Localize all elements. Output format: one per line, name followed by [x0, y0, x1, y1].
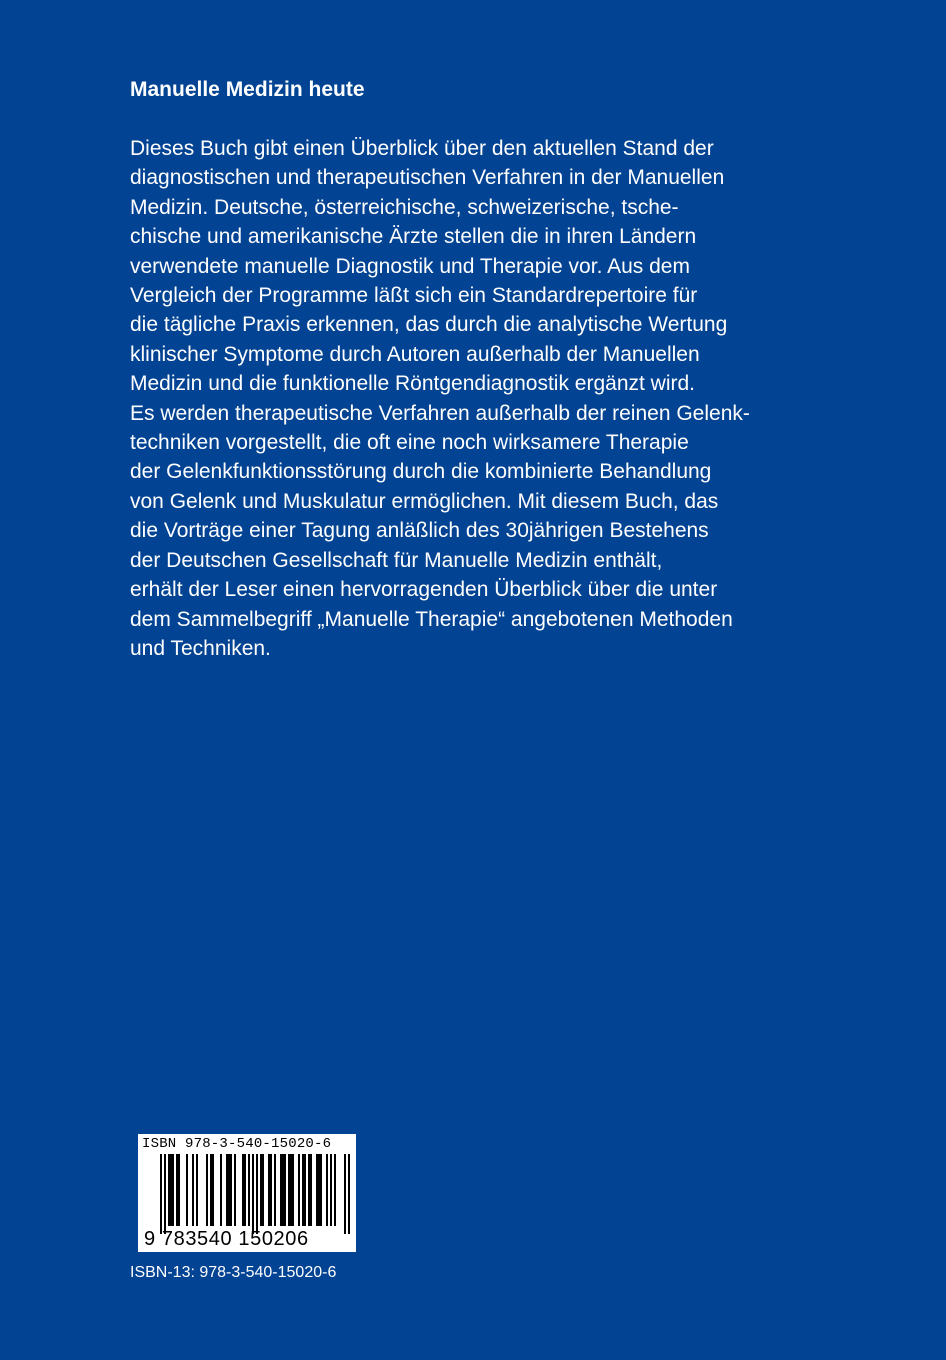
barcode-bar: [304, 1154, 306, 1226]
blurb-line: Medizin. Deutsche, österreichische, schweizerische, tsche-: [130, 195, 679, 219]
barcode-bar: [186, 1154, 188, 1226]
barcode-bar: [192, 1154, 194, 1226]
blurb-line: Vergleich der Programme läßt sich ein Standardrepertoire für: [130, 284, 698, 308]
barcode-isbn-label: ISBN 978-3-540-15020-6: [142, 1136, 332, 1152]
barcode-bar: [206, 1154, 208, 1226]
barcode-bar: [230, 1154, 232, 1226]
barcode-bar: [298, 1154, 300, 1226]
blurb-line: verwendete manuelle Diagnostik und Therapie vor. Aus dem: [130, 254, 690, 278]
barcode-bar: [348, 1154, 350, 1234]
barcode-bar: [170, 1154, 172, 1226]
barcode-bar: [310, 1154, 312, 1226]
blurb-line: der Gelenkfunktionsstörung durch die kombinierte Behandlung: [130, 460, 712, 484]
barcode-bar: [330, 1154, 332, 1226]
blurb-line: klinischer Symptome durch Autoren außerhalb der Manuellen: [130, 342, 700, 366]
barcode-bar: [270, 1154, 272, 1226]
blurb-line: und Techniken.: [130, 636, 271, 660]
barcode-bar: [318, 1154, 320, 1226]
barcode-bar: [284, 1154, 286, 1226]
barcode-bar: [268, 1154, 270, 1226]
barcode-bar: [212, 1154, 214, 1226]
barcode-bar: [196, 1154, 198, 1226]
barcode-bar: [160, 1154, 162, 1234]
barcode-bar: [290, 1154, 292, 1226]
barcode-bar: [320, 1154, 322, 1226]
barcode-bar: [316, 1154, 318, 1226]
barcode-bar: [176, 1154, 178, 1226]
barcode-bar: [248, 1154, 250, 1226]
book-title: Manuelle Medizin heute: [130, 78, 365, 101]
barcode-bar: [256, 1154, 258, 1234]
barcode: [138, 1134, 356, 1252]
barcode-bar: [164, 1154, 166, 1234]
barcode-bar: [178, 1154, 180, 1226]
barcode-bar: [262, 1154, 264, 1226]
blurb-line: die tägliche Praxis erkennen, das durch die analytische Wertung: [130, 313, 728, 337]
barcode-bar: [242, 1154, 244, 1226]
blurb-line: diagnostischen und therapeutischen Verfahren in der Manuellen: [130, 166, 725, 190]
barcode-bar: [282, 1154, 284, 1226]
barcode-bar: [280, 1154, 282, 1226]
barcode-bar: [234, 1154, 236, 1226]
barcode-bar: [288, 1154, 290, 1226]
barcode-bar: [302, 1154, 304, 1226]
blurb-text: [130, 134, 830, 663]
blurb-line: der Deutschen Gesellschaft für Manuelle Medizin enthält,: [130, 548, 663, 572]
barcode-bar: [292, 1154, 294, 1226]
barcode-bar: [172, 1154, 174, 1226]
barcode-bar: [326, 1154, 328, 1226]
blurb-line: chische und amerikanische Ärzte stellen die in ihren Ländern: [130, 225, 697, 249]
barcode-digits: 9 783540 150206: [144, 1228, 309, 1250]
blurb-line: die Vorträge einer Tagung anläßlich des 30jährigen Bestehens: [130, 519, 709, 543]
blurb-line: Es werden therapeutische Verfahren außerhalb der reinen Gelenk-: [130, 401, 750, 425]
blurb-line: Medizin und die funktionelle Röntgendiagnostik ergänzt wird.: [130, 372, 696, 396]
barcode-bar: [244, 1154, 246, 1226]
blurb-line: dem Sammelbegriff „Manuelle Therapie“ angebotenen Methoden: [130, 607, 733, 631]
isbn-13: ISBN-13: 978-3-540-15020-6: [130, 1264, 337, 1281]
barcode-bar: [228, 1154, 230, 1226]
barcode-bar: [220, 1154, 222, 1226]
barcode-bar: [344, 1154, 346, 1234]
blurb-line: techniken vorgestellt, die oft eine noch wirksamere Therapie: [130, 431, 689, 455]
barcode-bar: [274, 1154, 276, 1226]
barcode-bar: [252, 1154, 254, 1234]
barcode-bar: [308, 1154, 310, 1226]
blurb-line: Dieses Buch gibt einen Überblick über den aktuellen Stand der: [130, 137, 714, 160]
barcode-bar: [334, 1154, 336, 1226]
barcode-bar: [168, 1154, 170, 1226]
barcode-bar: [260, 1154, 262, 1226]
barcode-bar: [210, 1154, 212, 1226]
blurb-line: von Gelenk und Muskulatur ermöglichen. Mit diesem Buch, das: [130, 489, 719, 513]
blurb-line: erhält der Leser einen hervorragenden Überblick über die unter: [130, 578, 718, 602]
barcode-bar: [226, 1154, 228, 1226]
